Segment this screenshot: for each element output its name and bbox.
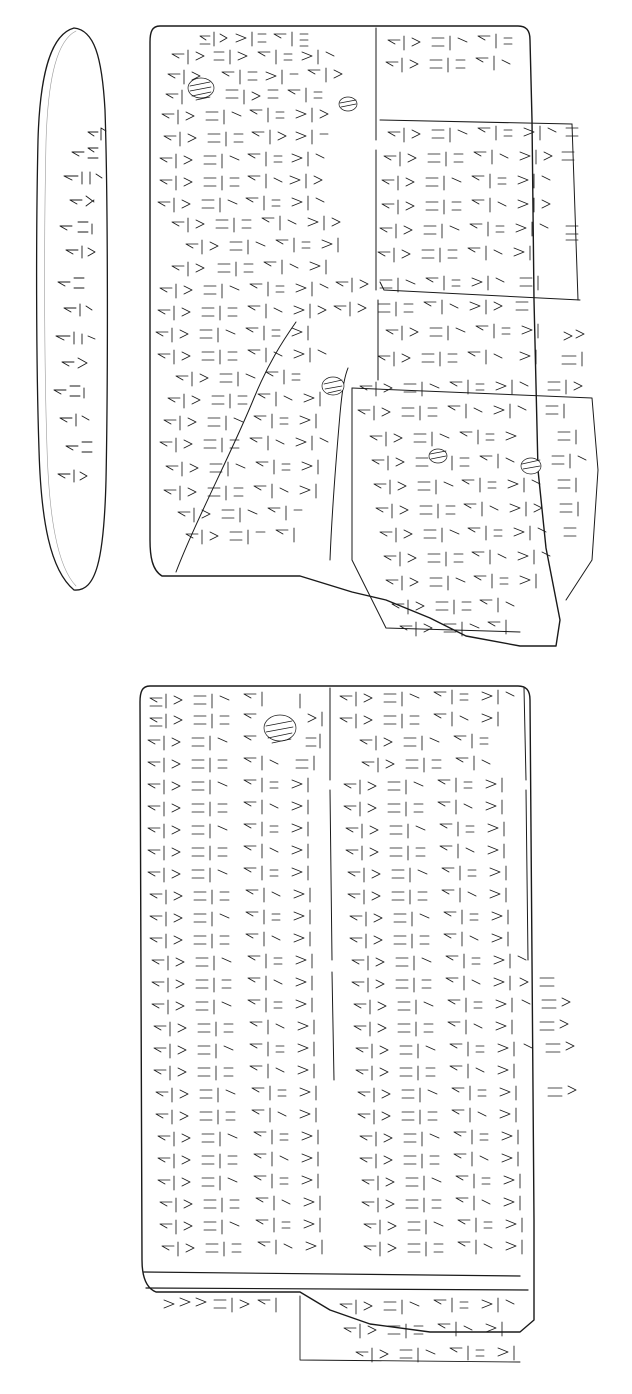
figure-tablet-obverse: [0, 0, 632, 660]
figure-tablet-reverse: [0, 660, 632, 1394]
reverse-drawing: [0, 660, 632, 1394]
obverse-outline: [150, 26, 598, 646]
left-edge-outline: [37, 28, 108, 590]
obverse-drawing: [0, 0, 632, 660]
